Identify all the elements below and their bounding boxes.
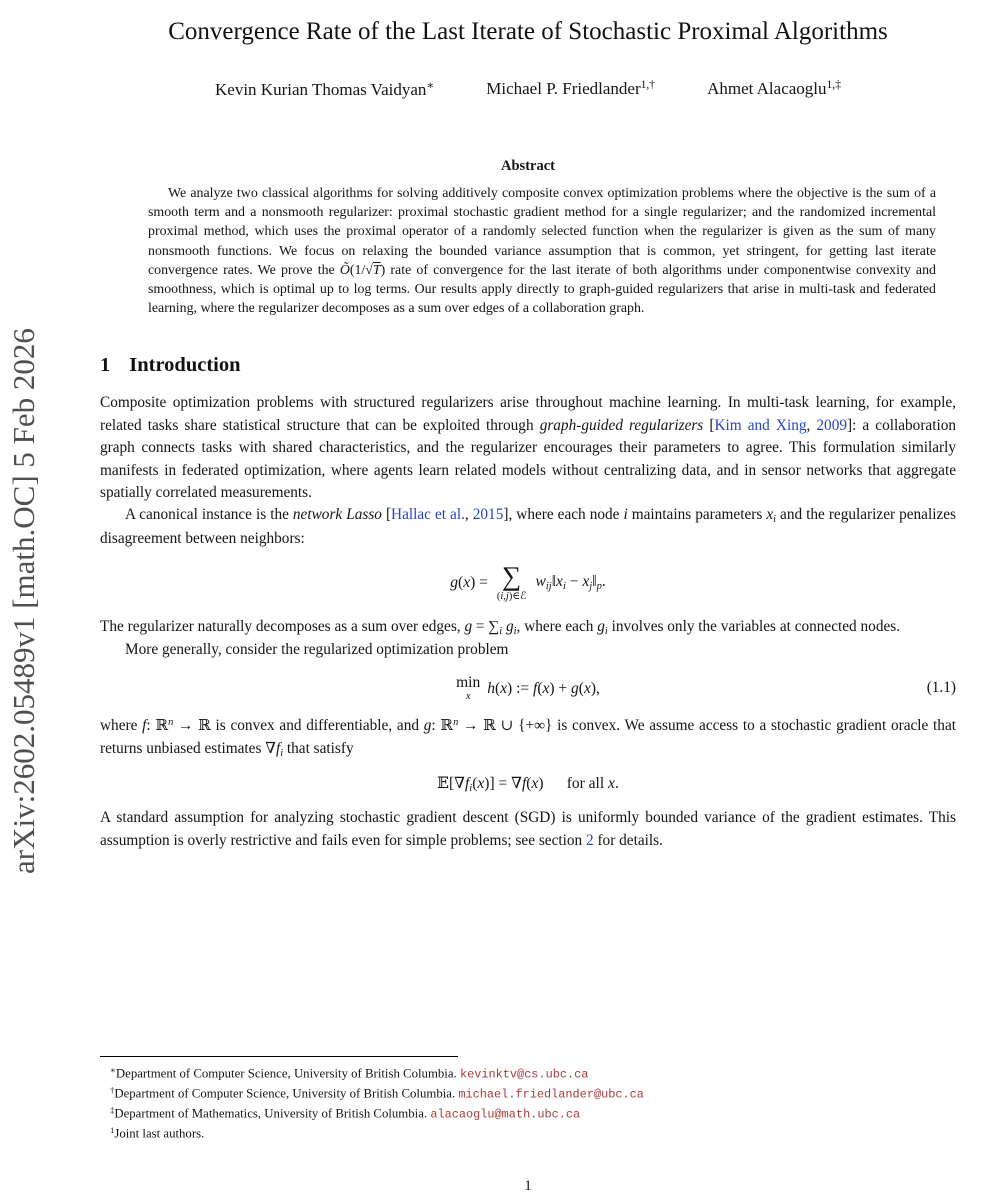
text-segment: ( — [537, 679, 543, 697]
paragraph-6 — [100, 807, 956, 852]
text-segment: i — [499, 625, 503, 637]
text-segment: = ∑ — [472, 617, 500, 635]
text-segment: , — [806, 416, 817, 434]
paragraph-5 — [100, 715, 956, 761]
text-segment: )] = ∇ — [484, 775, 522, 793]
text-segment: ) rate of convergence for the last iterate of both algorithms under componentwise convexity and smoothness, which is optimal up to log terms. Our results apply directly to graph-guided regularizers that arise in multi-task and federated learning, where the regularizer decomposes as a sum over edges of a collaboration graph. — [148, 262, 936, 317]
text-segment: n — [453, 717, 459, 729]
text-segment: f — [142, 717, 147, 735]
citation-link[interactable]: 2015 — [472, 506, 504, 524]
text-segment: i — [500, 591, 504, 603]
text-segment: We analyze two classical algorithms for solving additively composite convex optimization problems where the objective is the sum of a smooth term and a nonsmooth regularizer: proximal stochastic gradient method for a single regularizer; and the randomized incremental proximal method, which uses the proximal operator of a randomly selected function when the regularizer is given as the sum of many nonsmooth functions. We focus on relaxing the bounded variance assumption that is common, yet stringent, for getting last iterate convergence rates. We prove the — [148, 186, 936, 278]
text-segment: g — [571, 679, 579, 697]
text-segment: x — [477, 775, 485, 793]
text-segment: i — [623, 506, 628, 524]
text-segment: ) for all — [538, 775, 609, 793]
text-segment: ], where each node — [503, 506, 624, 524]
text-segment: Department of Mathematics, University of British Columbia. — [114, 1106, 431, 1121]
text-segment: Joint last authors. — [114, 1126, 205, 1141]
text-segment: h — [487, 679, 495, 697]
text-segment: √ — [365, 262, 373, 278]
text-segment: 1 — [110, 1124, 115, 1135]
text-segment: ( — [578, 679, 584, 697]
text-segment: ∇ — [265, 739, 276, 757]
text-segment: ∗ — [426, 79, 435, 93]
paper-content — [100, 0, 956, 852]
text-segment: ( — [458, 573, 464, 591]
paragraph-3 — [100, 616, 956, 639]
equation-lhs — [450, 574, 488, 592]
text-segment: Kevin Kurian Thomas Vaidyan — [215, 80, 427, 100]
text-segment: f — [275, 739, 281, 757]
text-segment: A standard assumption for analyzing stochastic gradient descent (SGD) is uniformly bounded variance of the gradient estimates. This assumption is overly restrictive and fails even for simple problems; see section — [100, 809, 956, 849]
text-segment: ( — [496, 591, 501, 603]
section-title: Introduction — [129, 354, 241, 377]
text-segment: Composite optimization problems with structured regularizers arise throughout machine learning. In multi-task learning, for example, related tasks share statistical structure that can be exploited through — [100, 394, 956, 434]
text-segment: → ℝ is convex and differentiable, and — [173, 717, 424, 735]
text-segment: [ — [381, 506, 392, 524]
text-segment: ‖ — [551, 573, 557, 591]
abstract-heading: Abstract — [501, 158, 555, 175]
text-segment: , — [503, 591, 506, 603]
text-segment: network Lasso — [292, 506, 382, 524]
text-segment: Department of Computer Science, University of British Columbia. — [114, 1086, 459, 1101]
text-segment: g — [464, 617, 473, 635]
text-segment: [ — [703, 416, 715, 434]
abstract-section — [100, 158, 956, 318]
text-segment: that satisfy — [283, 739, 354, 757]
equation-1-1 — [100, 674, 956, 702]
text-segment: i — [513, 625, 517, 637]
text-segment: 1,‡ — [826, 78, 841, 92]
citation-link[interactable]: Hallac et al. — [391, 506, 465, 524]
text-segment: graph-guided regularizers — [539, 416, 704, 434]
email-link[interactable]: michael.friedlander@ubc.ca — [458, 1087, 644, 1102]
text-segment: p — [596, 581, 602, 593]
paper-title: Convergence Rate of the Last Iterate of Stochastic Proximal Algorithms — [168, 18, 888, 45]
text-segment: , where each — [516, 617, 598, 635]
author-3 — [707, 78, 841, 100]
text-segment: . — [601, 573, 606, 591]
text-segment: → ℝ ∪ {+∞} is convex. We assume access to a stochastic gradient oracle that returns unbiased estimates — [100, 717, 956, 757]
text-segment: Michael P. Friedlander — [486, 79, 641, 99]
text-segment: and the regularizer penalizes disagreement between neighbors: — [100, 506, 957, 547]
text-segment: : ℝ — [431, 717, 454, 735]
text-segment: i — [280, 748, 284, 760]
text-segment: The regularizer naturally decomposes as a sum over edges, — [100, 617, 465, 635]
section-heading-introduction — [100, 354, 956, 377]
text-segment: x — [463, 573, 471, 591]
text-segment: x — [542, 679, 550, 697]
text-segment: ( — [472, 775, 478, 793]
text-segment: w — [535, 573, 546, 591]
text-segment: for details. — [593, 831, 663, 849]
equation-network-lasso — [100, 563, 956, 603]
text-segment: g — [597, 617, 605, 635]
text-segment: ]: a collaboration graph connects tasks with shared characteristics, and the regularizer encourages their parameters to agree. This formulation similarly manifests in federated optimization, where agents learn related models without centralizing data, and in sensor networks that aggregate spatially correlated measurements. — [100, 416, 956, 501]
text-segment: x — [556, 573, 563, 591]
page-number: 1 — [524, 1178, 532, 1194]
text-segment: , — [464, 506, 473, 524]
text-segment: More generally, consider the regularized optimization problem — [125, 640, 509, 658]
paragraph-1 — [100, 392, 956, 504]
text-segment: x — [583, 679, 591, 697]
equation-unbiased-oracle — [100, 774, 956, 794]
author-list — [100, 78, 956, 100]
text-segment: ) := — [507, 679, 533, 697]
text-segment: T — [372, 262, 381, 278]
author-2 — [486, 78, 655, 100]
text-segment: . — [614, 775, 619, 793]
text-segment: ) = — [470, 573, 488, 591]
text-segment: f — [533, 679, 538, 697]
min-word: min — [456, 674, 481, 692]
text-segment: involves only the variables at connected nodes. — [607, 617, 901, 635]
equation-body — [437, 775, 619, 795]
email-link[interactable]: alacaoglu@math.ubc.ca — [430, 1107, 581, 1122]
text-segment: (1/ — [349, 262, 366, 278]
text-segment: x — [531, 775, 539, 793]
text-segment: f — [464, 775, 470, 793]
equation-body — [456, 675, 600, 702]
objective-expression — [487, 680, 600, 698]
text-segment: Õ — [339, 262, 350, 278]
text-segment: : ℝ — [146, 717, 169, 735]
summation-symbol — [497, 563, 527, 603]
text-segment: j — [505, 591, 509, 603]
sigma-glyph: ∑ — [502, 561, 522, 592]
text-segment: † — [110, 1084, 115, 1095]
equation-body — [450, 563, 605, 603]
text-segment: x — [766, 506, 774, 524]
text-segment: Ahmet Alacaoglu — [707, 79, 827, 99]
text-segment: ij — [545, 581, 552, 593]
text-segment: i — [773, 514, 777, 526]
text-segment: where — [100, 717, 143, 735]
citation-link[interactable]: 2009 — [816, 416, 847, 434]
text-segment: g — [506, 617, 514, 635]
equation-rhs — [535, 573, 605, 592]
text-segment: A canonical instance is the — [125, 506, 293, 524]
footnote-3 — [100, 1104, 956, 1124]
text-segment: ∗ — [110, 1065, 116, 1075]
text-segment: g — [423, 717, 432, 735]
summation-subscript — [497, 592, 527, 603]
text-segment: ( — [526, 775, 532, 793]
citation-link[interactable]: Kim and Xing — [714, 416, 807, 434]
text-segment: x — [582, 573, 590, 591]
text-segment: 𝔼[∇ — [437, 775, 465, 793]
text-segment: maintains parameters — [627, 506, 767, 524]
paragraph-2 — [100, 504, 956, 550]
text-segment: 1,† — [640, 78, 656, 92]
arxiv-watermark: arXiv:2602.05489v1 [math.OC] 5 Feb 2026 — [6, 328, 41, 874]
text-segment: j — [589, 581, 593, 593]
footnotes-block — [100, 1056, 956, 1143]
text-segment: n — [168, 717, 174, 729]
equation-number: (1.1) — [926, 679, 956, 697]
text-segment: f — [521, 775, 527, 793]
footnote-1 — [100, 1064, 956, 1084]
text-segment: ) + — [549, 679, 572, 697]
text-segment: i — [562, 581, 566, 593]
section-ref-link[interactable]: 2 — [585, 831, 594, 849]
footnote-2 — [100, 1084, 956, 1104]
text-segment: ), — [590, 679, 600, 697]
footnote-4 — [100, 1124, 956, 1143]
min-subscript: x — [465, 690, 471, 702]
text-segment: Department of Computer Science, University of British Columbia. — [115, 1066, 460, 1081]
min-operator — [456, 675, 480, 702]
text-segment: i — [604, 625, 608, 637]
footnote-rule — [100, 1056, 458, 1057]
text-segment: i — [469, 783, 473, 795]
text-segment: ‡ — [110, 1104, 115, 1115]
paragraph-4 — [100, 639, 956, 661]
text-segment: x — [500, 679, 508, 697]
text-segment: x — [608, 775, 615, 793]
text-segment: g — [450, 573, 459, 591]
text-segment: ‖ — [592, 573, 597, 591]
author-1 — [215, 78, 434, 100]
email-link[interactable]: kevinktv@cs.ubc.ca — [459, 1067, 589, 1082]
text-segment: )∈ℰ — [508, 591, 527, 603]
text-segment: − — [565, 573, 583, 591]
abstract-text — [148, 184, 936, 318]
text-segment: ( — [494, 679, 501, 697]
section-number: 1 — [100, 354, 111, 377]
